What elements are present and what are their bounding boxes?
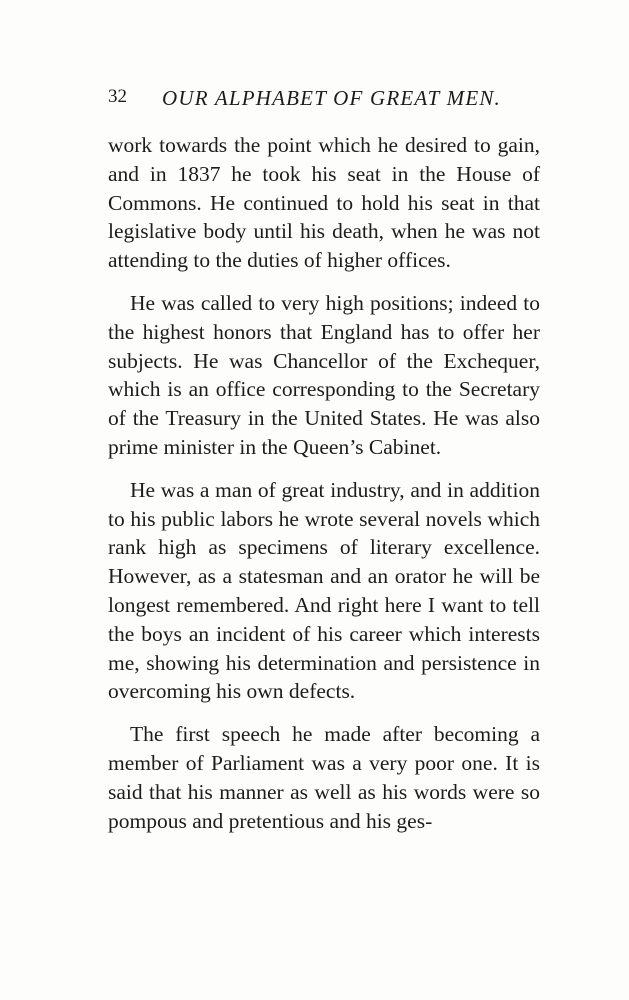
running-title: OUR ALPHABET OF GREAT MEN. [162,86,502,110]
paragraph-continued: work towards the point which he desired to gain, and in 1837 he took his seat in the House of Commons. He continued to hold his seat in that legislative body until his death, when he was not attending to the duties of higher offices. [108,133,540,273]
paragraph: He was called to very high positions; indeed to the highest honors that England has to offer her subjects. He was Chancellor of the Exchequer, which is an office corresponding to the Secretary of the Treasury in the United States. He was also prime minister in the Queen’s Cabinet. [108,290,540,459]
paragraph: He was a man of great industry, and in addition to his public labors he wrote several novels which rank high as specimens of literary excellence. However, as a statesman and an orator he will be longest remembered. And right here I want to tell the boys an incident of his career which interests me, showing his determination and persistence in overcoming his own defects. [108,477,540,704]
body-text [108,131,540,849]
page-number: 32 [108,86,127,107]
page-header [108,86,548,116]
paragraph: The first speech he made after becoming a member of Parliament was a very poor one. It is said that his manner as well as his words were so pompous and pretentious and his ges- [108,722,540,833]
